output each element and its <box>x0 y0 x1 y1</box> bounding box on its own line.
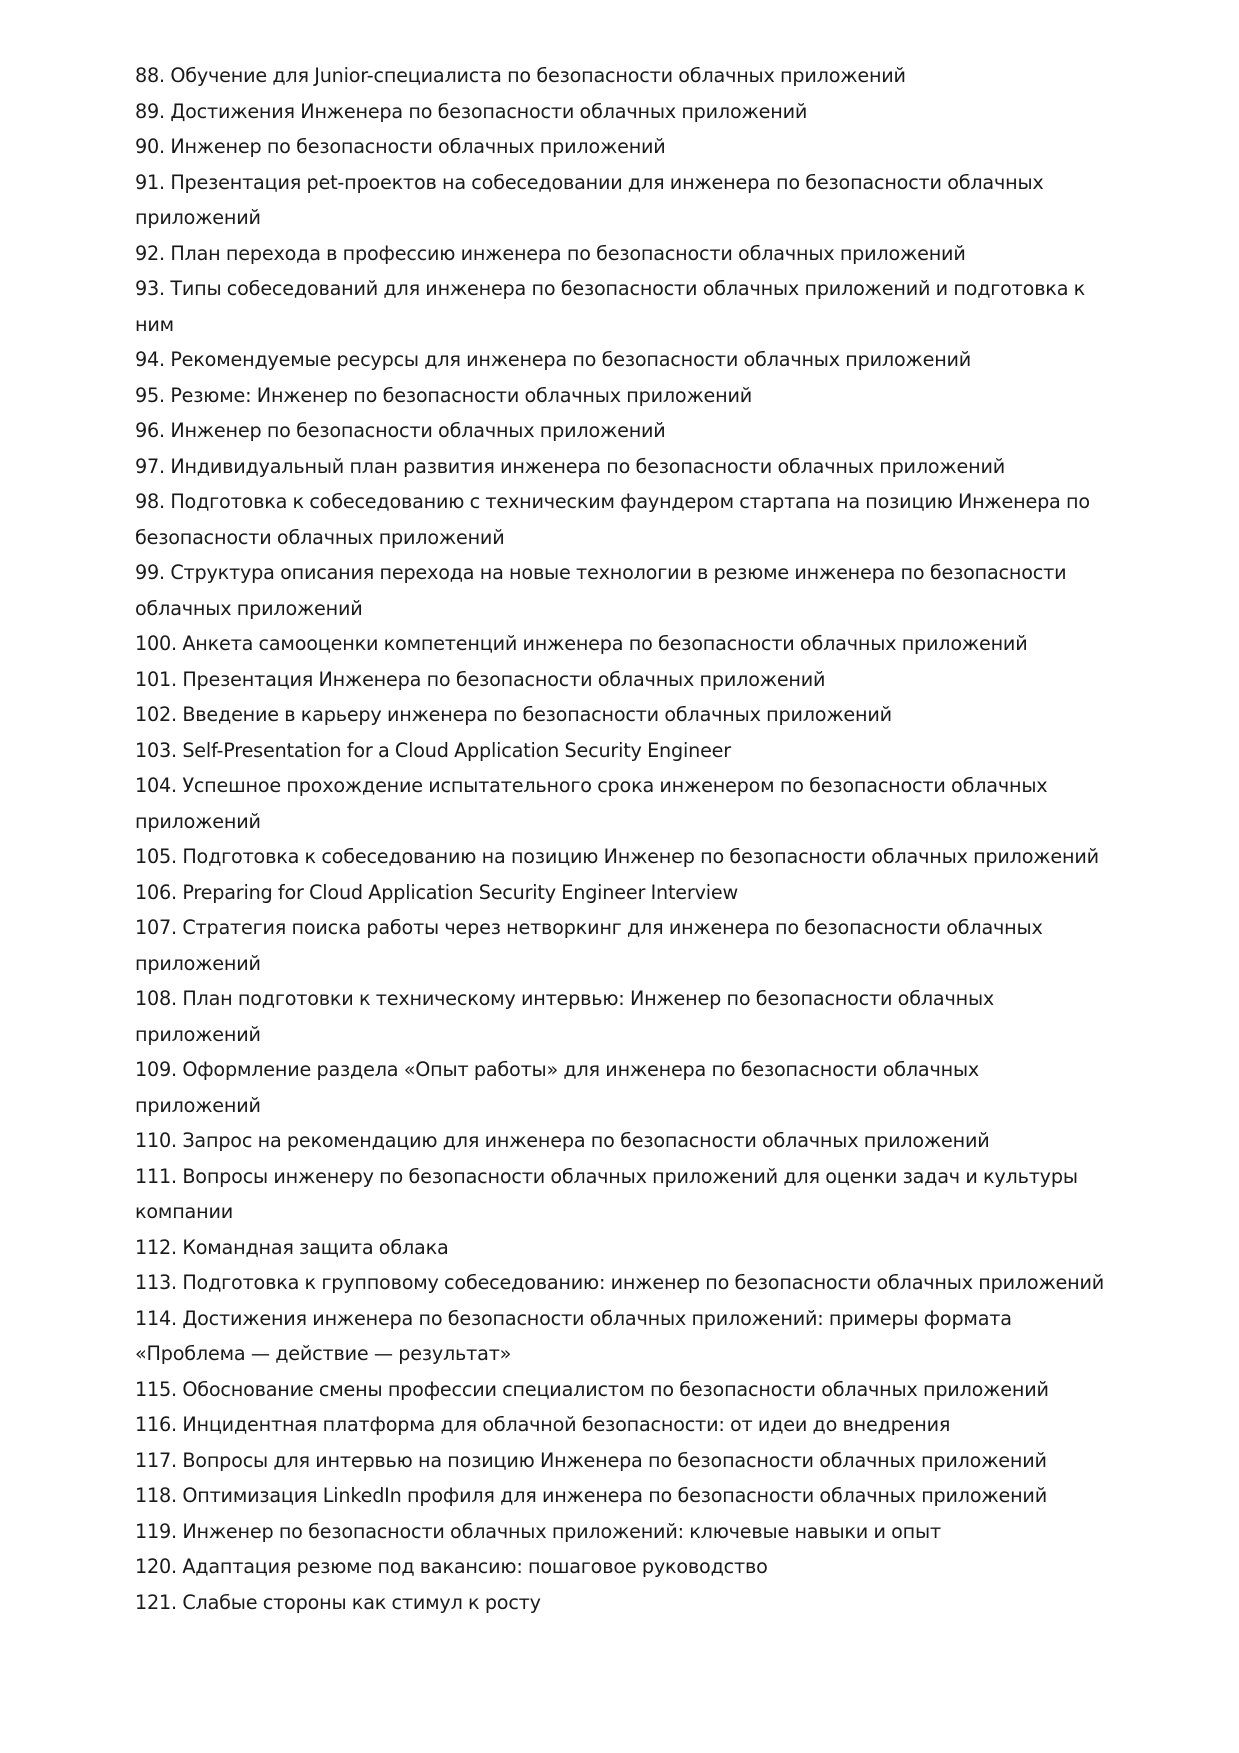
list-item: 119. Инженер по безопасности облачных приложений: ключевые навыки и опыт <box>135 1519 941 1543</box>
list-item: 92. План перехода в профессию инженера по безопасности облачных приложений <box>135 241 966 265</box>
list-item: 109. Оформление раздела «Опыт работы» для инженера по безопасности облачных приложений <box>135 1058 980 1117</box>
document-page <box>135 58 1110 1620</box>
list-item: 93. Типы собеседований для инженера по безопасности облачных приложений и подготовка к ним <box>135 277 1086 336</box>
list-item: 108. План подготовки к техническому интервью: Инженер по безопасности облачных приложений <box>135 987 995 1046</box>
list-item: 117. Вопросы для интервью на позицию Инженера по безопасности облачных приложений <box>135 1448 1047 1472</box>
list-item: 112. Командная защита облака <box>135 1235 449 1259</box>
list-item: 111. Вопросы инженеру по безопасности облачных приложений для оценки задач и культуры компании <box>135 1164 1078 1223</box>
list-item: 100. Анкета самооценки компетенций инженера по безопасности облачных приложений <box>135 632 1028 655</box>
list-item: 90. Инженер по безопасности облачных приложений <box>135 135 666 158</box>
list-item: 121. Слабые стороны как стимул к росту <box>135 1590 541 1614</box>
list-item: 105. Подготовка к собеседованию на позицию Инженер по безопасности облачных приложений <box>135 845 1099 868</box>
list-item: 95. Резюме: Инженер по безопасности облачных приложений <box>135 383 753 407</box>
list-item: 113. Подготовка к групповому собеседованию: инженер по безопасности облачных приложений <box>135 1271 1105 1294</box>
list-item: 115. Обоснование смены профессии специалистом по безопасности облачных приложений <box>135 1377 1049 1401</box>
article-list <box>135 58 1110 1620</box>
list-item: 88. Обучение для Junior-специалиста по безопасности облачных приложений <box>135 64 906 87</box>
list-item: 103. Self-Presentation for a Cloud Application Security Engineer <box>135 738 731 762</box>
list-item: 102. Введение в карьеру инженера по безопасности облачных приложений <box>135 703 892 726</box>
list-item: 118. Оптимизация LinkedIn профиля для инженера по безопасности облачных приложений <box>135 1484 1047 1507</box>
list-item: 97. Индивидуальный план развития инженера по безопасности облачных приложений <box>135 454 1005 478</box>
list-item: 89. Достижения Инженера по безопасности облачных приложений <box>135 99 808 123</box>
list-item: 94. Рекомендуемые ресурсы для инженера по безопасности облачных приложений <box>135 348 972 371</box>
list-item: 116. Инцидентная платформа для облачной безопасности: от идеи до внедрения <box>135 1413 951 1436</box>
list-item: 104. Успешное прохождение испытательного срока инженером по безопасности облачных приложений <box>135 774 1048 833</box>
list-item: 96. Инженер по безопасности облачных приложений <box>135 419 666 442</box>
list-item: 110. Запрос на рекомендацию для инженера по безопасности облачных приложений <box>135 1129 990 1152</box>
list-item: 101. Презентация Инженера по безопасности облачных приложений <box>135 667 826 691</box>
list-item: 120. Адаптация резюме под вакансию: пошаговое руководство <box>135 1555 768 1578</box>
list-item: 107. Стратегия поиска работы через нетворкинг для инженера по безопасности облачных приложений <box>135 916 1043 975</box>
list-item: 106. Preparing for Cloud Application Security Engineer Interview <box>135 880 738 904</box>
list-item: 99. Структура описания перехода на новые технологии в резюме инженера по безопасности облачных приложений <box>135 561 1067 620</box>
list-item: 98. Подготовка к собеседованию с техническим фаундером стартапа на позицию Инженера по безопасности облачных приложений <box>135 490 1090 549</box>
list-item: 114. Достижения инженера по безопасности облачных приложений: примеры формата «Проблема — действие — результат» <box>135 1306 1012 1365</box>
list-item: 91. Презентация pet-проектов на собеседовании для инженера по безопасности облачных приложений <box>135 170 1044 229</box>
